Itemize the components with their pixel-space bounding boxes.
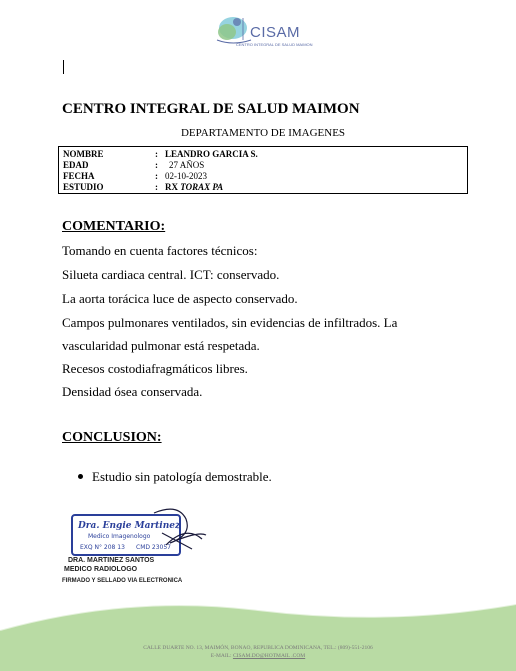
comment-line: Tomando en cuenta factores técnicos: [62, 243, 258, 258]
doctor-name: DRA. MARTINEZ SANTOS [68, 557, 155, 564]
info-label: NOMBRE [63, 149, 104, 159]
footer-address: CALLE DUARTE NO. 13, MAIMÓN, BONAO, REPUBLICA DOMINICANA, TEL.: (809)-551-2106 [143, 645, 373, 651]
study-date: 02-10-2023 [165, 171, 207, 181]
stamp-cmd: CMD 23057 [136, 544, 171, 551]
comment-line: vascularidad pulmonar está respetada. [62, 338, 260, 353]
footer-email-link[interactable]: CISAM.DO@HOTMAIL .COM [232, 653, 306, 659]
info-separator: : [155, 182, 158, 192]
stamp-role: Medico Imagenologo [88, 533, 151, 540]
footer-email-label: E-MAIL: [210, 653, 232, 659]
conclusion-heading: CONCLUSION: [62, 430, 162, 445]
study-type [165, 182, 223, 192]
footer-band [0, 600, 516, 671]
conclusion-item: Estudio sin patología demostrable. [92, 469, 272, 484]
patient-name: LEANDRO GARCIA S. [165, 149, 258, 159]
info-label: EDAD [63, 160, 89, 170]
comment-heading: COMENTARIO: [62, 219, 166, 234]
department-name: DEPARTAMENTO DE IMAGENES [180, 127, 346, 139]
logo-tagline: CENTRO INTEGRAL DE SALUD MAIMON [236, 42, 313, 47]
comment-line: Densidad ósea conservada. [62, 384, 203, 399]
patient-age: 27 AÑOS [169, 160, 205, 170]
signature-note: FIRMADO Y SELLADO VIA ELECTRONICA [62, 578, 183, 584]
info-separator: : [155, 149, 158, 159]
info-separator: : [155, 171, 158, 181]
report-title: CENTRO INTEGRAL DE SALUD MAIMON [62, 101, 360, 117]
stamp-doctor-name: Dra. Engie Martinez [78, 521, 181, 531]
study-region: TORAX PA [180, 182, 224, 192]
comment-line: Campos pulmonares ventilados, sin evidencias de infiltrados. La [62, 315, 398, 330]
logo-wordmark: CISAM [250, 24, 301, 41]
comment-line: Silueta cardiaca central. ICT: conservado. [62, 267, 280, 282]
doctor-stamp [66, 505, 211, 560]
info-separator: : [155, 160, 158, 170]
text-cursor [63, 60, 64, 74]
patient-info-box [58, 146, 468, 194]
footer-email-line [0, 653, 516, 659]
info-label: FECHA [63, 171, 95, 181]
bullet-icon [78, 474, 83, 479]
info-label: ESTUDIO [63, 182, 104, 192]
stamp-exq: EXQ N° 208 13 [80, 544, 125, 551]
study-prefix: RX [165, 182, 178, 192]
doctor-role: MEDICO RADIOLOGO [64, 566, 138, 573]
comment-line: Recesos costodiafragmáticos libres. [62, 361, 248, 376]
comment-line: La aorta torácica luce de aspecto conservado. [62, 291, 298, 306]
